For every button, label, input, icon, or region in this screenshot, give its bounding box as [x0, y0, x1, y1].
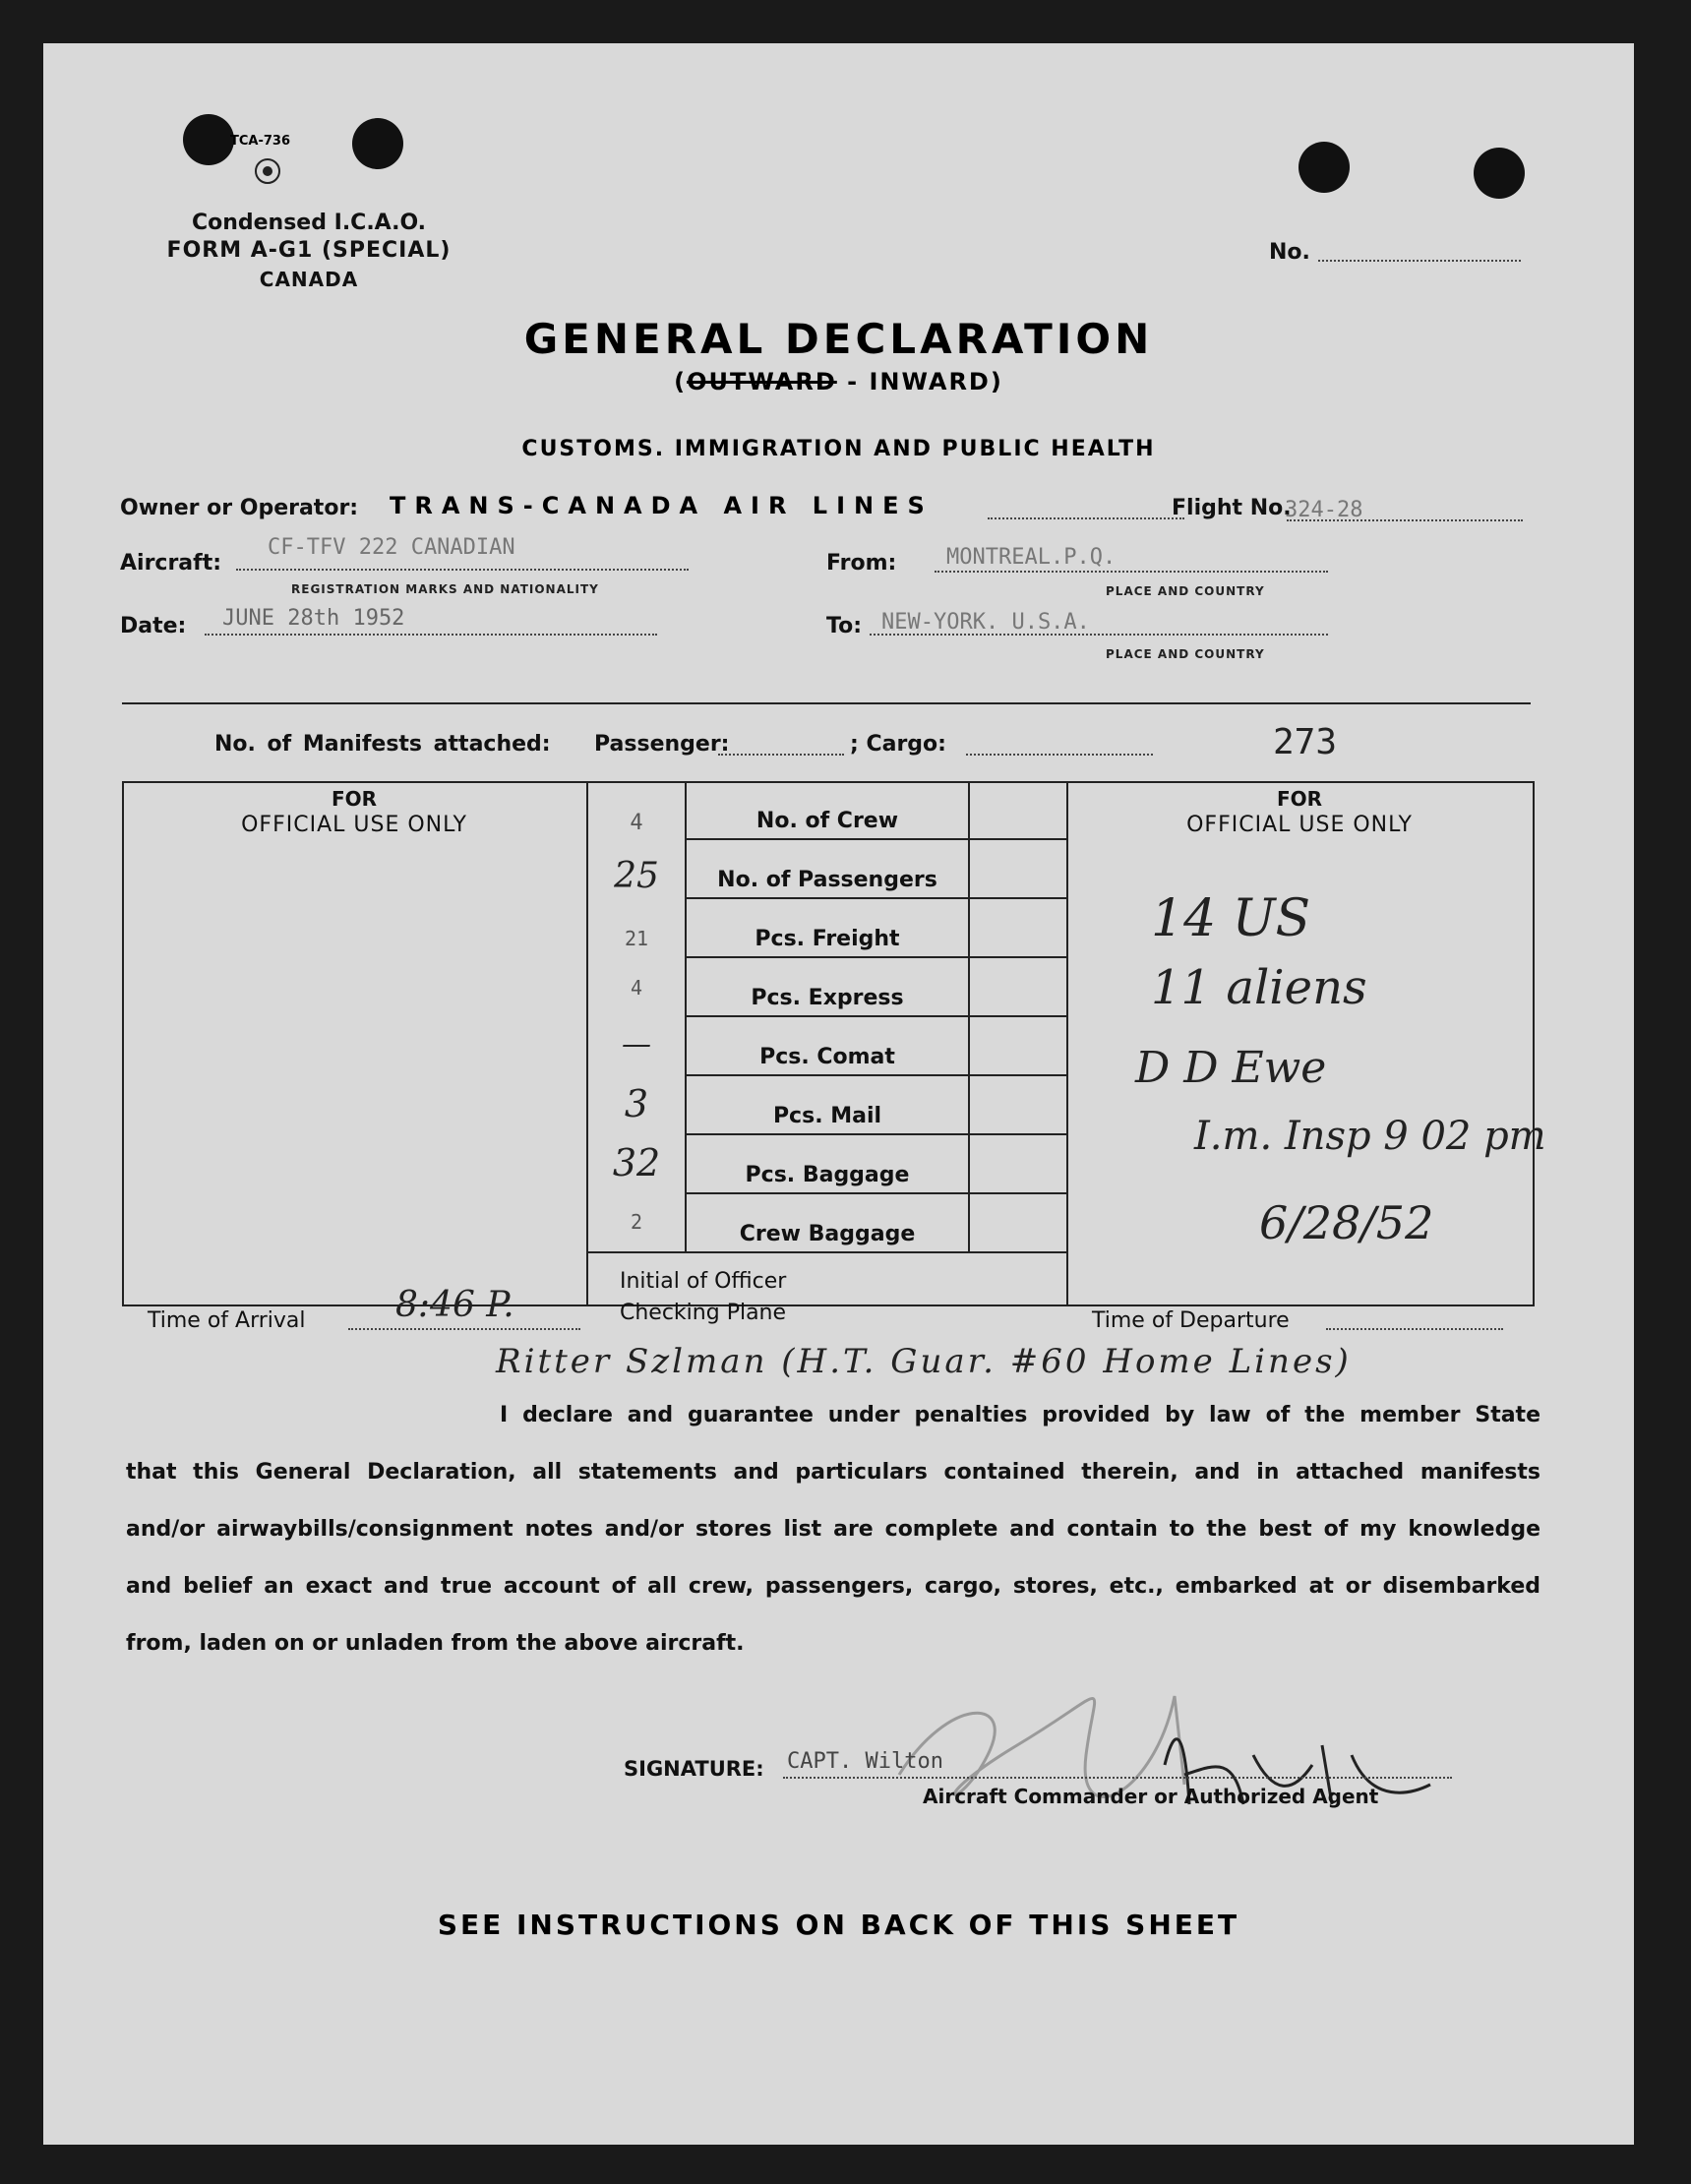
open-paren: ( [674, 368, 688, 395]
freight-count[interactable]: 21 [624, 927, 649, 950]
divider-line [122, 702, 1531, 704]
form-title-line2: FORM A-G1 (SPECIAL) [166, 238, 452, 263]
signature-typed[interactable]: CAPT. Wilton [787, 1749, 943, 1774]
crew-count[interactable]: 4 [630, 811, 643, 835]
document-title: GENERAL DECLARATION [523, 315, 1154, 363]
table-row-line [687, 956, 1066, 958]
cargo-label: ; Cargo: [850, 732, 946, 757]
form-code: TCA-736 [230, 134, 291, 149]
owner-field-line [988, 517, 1184, 519]
table-row-line [687, 1015, 1066, 1017]
flight-label: Flight No. [1172, 496, 1292, 520]
right-official-head2: OFFICIAL USE ONLY [1186, 813, 1413, 837]
departure-label: Time of Departure [1092, 1308, 1290, 1333]
from-field-line [935, 571, 1328, 573]
baggage-count[interactable]: 32 [612, 1141, 661, 1184]
signature-field-line [783, 1777, 1452, 1779]
from-label: From: [826, 551, 897, 576]
official-note-date: 6/28/52 [1259, 1196, 1434, 1249]
table-row-line [588, 1251, 1066, 1253]
date-label: Date: [120, 614, 187, 638]
punch-hole [1474, 148, 1525, 199]
passenger-label: Passenger: [594, 732, 730, 757]
handwritten-annotation: Ritter Szlman (H.T. Guar. #60 Home Lines) [496, 1342, 1352, 1381]
table-row-line [687, 1133, 1066, 1135]
form-title-line3: CANADA [259, 268, 359, 291]
arrival-label: Time of Arrival [148, 1308, 306, 1333]
flight-value[interactable]: 324-28 [1285, 498, 1363, 522]
comat-label: Pcs. Comat [759, 1045, 895, 1069]
table-row-line [687, 1192, 1066, 1194]
direction-line [43, 368, 1634, 395]
owner-value: TRANS-CANADA AIR LINES [390, 492, 934, 519]
signature-scrawl [860, 1637, 1470, 1848]
cargo-manifest-field[interactable] [966, 754, 1153, 756]
right-official-head1: FOR [1276, 787, 1323, 811]
signature-scrawl-icon [860, 1637, 1470, 1844]
date-value[interactable]: JUNE 28th 1952 [222, 606, 405, 631]
declaration-line-3: and/or airwaybills/consignment notes and/or stores list are complete and contain to the best of my knowledge [126, 1517, 1540, 1542]
from-value[interactable]: MONTREAL.P.Q. [946, 545, 1117, 570]
passengers-label: No. of Passengers [717, 868, 937, 892]
from-caption: PLACE AND COUNTRY [1106, 584, 1265, 598]
official-note-aliens: 11 aliens [1151, 960, 1367, 1015]
to-field-line [870, 634, 1328, 636]
arrival-field-line [348, 1328, 580, 1330]
punch-hole [352, 118, 403, 169]
outward-struck: OUTWARD [687, 368, 837, 395]
signature-caption: Aircraft Commander or Authorized Agent [923, 1785, 1379, 1808]
form-page [43, 43, 1634, 2145]
flight-field-line [1287, 519, 1523, 521]
declaration-line-5: from, laden on or unladen from the above aircraft. [126, 1631, 745, 1656]
manifests-label: No. of Manifests attached: [214, 732, 551, 757]
baggage-label: Pcs. Baggage [745, 1163, 910, 1187]
passengers-count[interactable]: 25 [614, 856, 659, 896]
number-field[interactable] [1318, 260, 1521, 262]
aircraft-field-line [236, 569, 689, 571]
mail-label: Pcs. Mail [772, 1104, 882, 1128]
to-value[interactable]: NEW-YORK. U.S.A. [881, 610, 1090, 635]
declaration-line-2: that this General Declaration, all statements and particulars contained therein, and in attached manifests [126, 1460, 1540, 1485]
comat-count[interactable]: — [622, 1027, 651, 1062]
table-row-line [687, 1074, 1066, 1076]
passenger-manifest-field[interactable] [718, 754, 844, 756]
form-title-line1: Condensed I.C.A.O. [191, 211, 427, 235]
official-note-initials: D D Ewe [1135, 1043, 1327, 1093]
inward-text: - INWARD) [836, 368, 1003, 395]
declaration-line-4: and belief an exact and true account of all crew, passengers, cargo, stores, etc., embarked at or disembarked [126, 1574, 1540, 1599]
date-field-line [205, 634, 657, 636]
aircraft-label: Aircraft: [120, 551, 222, 576]
express-label: Pcs. Express [751, 986, 904, 1010]
declaration-line-1: I declare and guarantee under penalties provided by law of the member State [500, 1403, 1540, 1427]
crew-baggage-count[interactable]: 2 [630, 1210, 643, 1234]
official-note-us: 14 US [1151, 889, 1311, 948]
crew-baggage-label: Crew Baggage [739, 1222, 916, 1246]
stamp-number: 273 [1273, 722, 1338, 762]
number-label: No. [1269, 240, 1310, 265]
tca-logo-icon [254, 157, 281, 185]
express-count[interactable]: 4 [630, 976, 643, 1000]
departure-field[interactable] [1326, 1328, 1503, 1330]
officer-initial-label2: Checking Plane [620, 1301, 787, 1325]
official-note-inspection: I.m. Insp 9 02 pm [1194, 1114, 1546, 1159]
aircraft-caption: REGISTRATION MARKS AND NATIONALITY [291, 582, 599, 596]
punch-hole [183, 114, 234, 165]
table-extra-col [968, 781, 970, 1253]
footer-instructions: SEE INSTRUCTIONS ON BACK OF THIS SHEET [437, 1909, 1240, 1941]
table-row-line [687, 897, 1066, 899]
document-subtitle: CUSTOMS. IMMIGRATION AND PUBLIC HEALTH [521, 437, 1156, 461]
punch-hole [1298, 142, 1350, 193]
aircraft-value[interactable]: CF-TFV 222 CANADIAN [268, 535, 515, 560]
left-official-head2: OFFICIAL USE ONLY [241, 813, 467, 837]
crew-label: No. of Crew [755, 809, 899, 833]
tca-logo [254, 157, 281, 189]
officer-initial-label1: Initial of Officer [620, 1269, 787, 1294]
mail-count[interactable]: 3 [624, 1082, 649, 1125]
left-official-head1: FOR [331, 787, 378, 811]
owner-label: Owner or Operator: [120, 496, 359, 520]
table-divider-right [1066, 781, 1068, 1304]
to-label: To: [826, 614, 862, 638]
arrival-time[interactable]: 8:46 P. [395, 1285, 514, 1325]
to-caption: PLACE AND COUNTRY [1106, 647, 1265, 661]
freight-label: Pcs. Freight [755, 927, 900, 951]
table-row-line [687, 838, 1066, 840]
signature-label: SIGNATURE: [624, 1757, 764, 1781]
